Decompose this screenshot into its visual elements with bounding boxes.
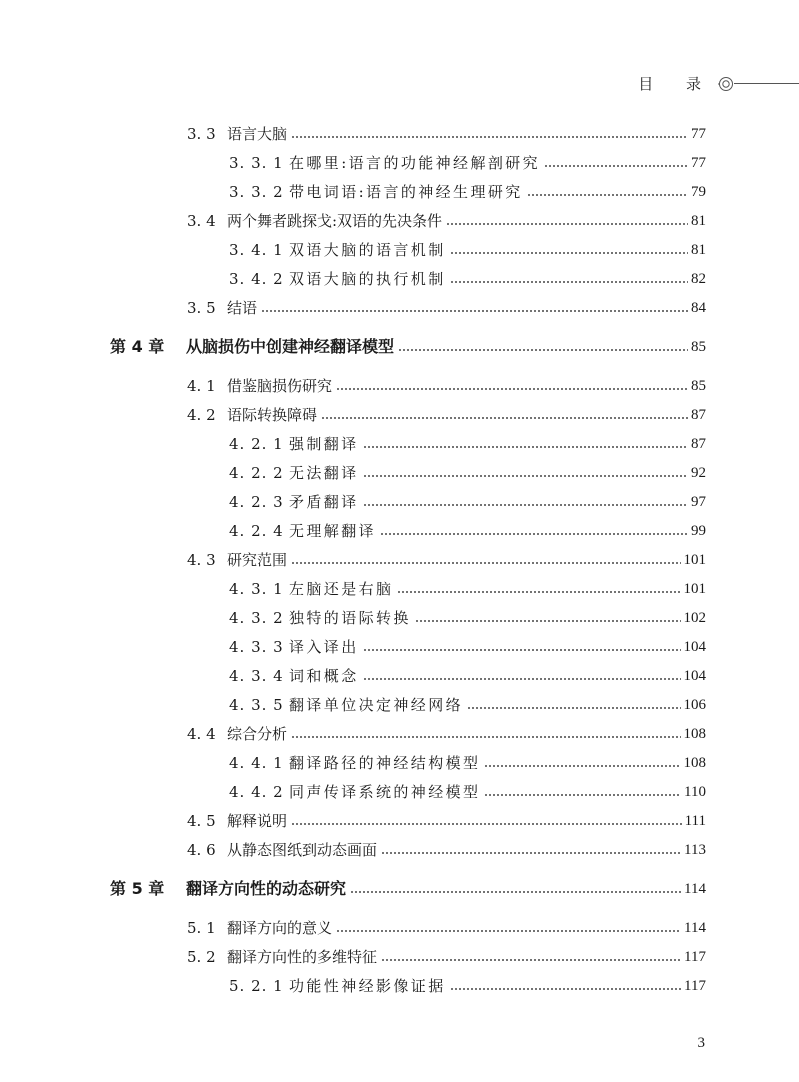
entry-page: 85: [691, 339, 706, 355]
entry-page: 104: [683, 668, 706, 684]
leader-dots: [261, 310, 688, 312]
leader-dots: [450, 988, 681, 990]
entry-page: 97: [691, 494, 706, 510]
leader-dots: [446, 223, 688, 225]
entry-page: 82: [691, 271, 706, 287]
entry-page: 113: [684, 842, 706, 858]
toc-entry[interactable]: [0, 430, 799, 454]
entry-page: 108: [683, 755, 706, 771]
entry-title: 无理解翻译: [289, 522, 377, 540]
leader-dots: [291, 562, 680, 564]
entry-title: 翻译单位决定神经网络: [289, 696, 464, 714]
toc-entry[interactable]: [0, 691, 799, 715]
entry-number: 4. 3. 3: [229, 638, 284, 656]
leader-dots: [380, 533, 688, 535]
leader-dots: [415, 620, 681, 622]
entry-page: 84: [691, 300, 706, 316]
toc-chapter-entry[interactable]: [0, 333, 799, 357]
entry-page: 85: [691, 378, 706, 394]
toc-entry[interactable]: [0, 120, 799, 144]
entry-title: 在哪里:语言的功能神经解剖研究: [289, 154, 541, 172]
entry-number: 3. 4: [187, 212, 216, 230]
toc-entry[interactable]: [0, 836, 799, 860]
entry-number: 3. 3. 2: [229, 183, 284, 201]
entry-number: 4. 2: [187, 406, 216, 424]
entry-title: 无法翻译: [289, 464, 359, 482]
leader-dots: [363, 504, 688, 506]
entry-title: 左脑还是右脑: [289, 580, 394, 598]
toc-entry[interactable]: [0, 604, 799, 628]
entry-title: 语言大脑: [227, 125, 288, 143]
leader-dots: [381, 959, 681, 961]
entry-page: 101: [683, 581, 706, 597]
entry-title: 译入译出: [289, 638, 359, 656]
leader-dots: [336, 388, 688, 390]
running-header: [600, 72, 799, 96]
entry-title: 词和概念: [289, 667, 359, 685]
entry-title: 两个舞者跳探戈:双语的先决条件: [227, 212, 443, 230]
entry-number: 3. 4. 1: [229, 241, 284, 259]
entry-page: 106: [683, 697, 706, 713]
entry-number: 4. 2. 1: [229, 435, 284, 453]
entry-title: 翻译方向的意义: [227, 919, 333, 937]
entry-number: 4. 3. 5: [229, 696, 284, 714]
leader-dots: [467, 707, 680, 709]
entry-number: 5. 1: [187, 919, 216, 937]
leader-dots: [350, 891, 681, 893]
entry-number: 3. 3: [187, 125, 216, 143]
entry-page: 111: [684, 813, 706, 829]
entry-title: 从静态图纸到动态画面: [227, 841, 378, 859]
entry-number: 4. 6: [187, 841, 216, 859]
toc-entry[interactable]: [0, 807, 799, 831]
entry-number: 4. 2. 2: [229, 464, 284, 482]
entry-number: 3. 5: [187, 299, 216, 317]
toc-chapter-entry[interactable]: [0, 875, 799, 899]
leader-dots: [484, 794, 681, 796]
entry-title: 语际转换障碍: [227, 406, 318, 424]
entry-title: 独特的语际转换: [289, 609, 411, 627]
toc-entry[interactable]: [0, 149, 799, 173]
toc-entry[interactable]: [0, 236, 799, 260]
toc-entry[interactable]: [0, 517, 799, 541]
entry-number: 第 5 章: [110, 879, 165, 898]
toc-entry[interactable]: [0, 914, 799, 938]
entry-page: 87: [691, 407, 706, 423]
entry-title: 综合分析: [227, 725, 288, 743]
entry-page: 108: [683, 726, 706, 742]
toc-entry[interactable]: [0, 546, 799, 570]
toc-entry[interactable]: [0, 972, 799, 996]
entry-title: 研究范围: [227, 551, 288, 569]
toc-entry[interactable]: [0, 265, 799, 289]
entry-title: 翻译方向性的多维特征: [227, 948, 378, 966]
leader-dots: [321, 417, 688, 419]
entry-number: 4. 3: [187, 551, 216, 569]
entry-page: 77: [691, 126, 706, 142]
leader-dots: [363, 678, 681, 680]
leader-dots: [291, 736, 680, 738]
entry-page: 117: [684, 949, 706, 965]
entry-page: 114: [684, 881, 706, 897]
toc-entry[interactable]: [0, 207, 799, 231]
entry-title: 带电词语:语言的神经生理研究: [289, 183, 523, 201]
entry-number: 3. 3. 1: [229, 154, 284, 172]
entry-page: 87: [691, 436, 706, 452]
entry-page: 79: [691, 184, 706, 200]
entry-number: 5. 2: [187, 948, 216, 966]
entry-title: 借鉴脑损伤研究: [227, 377, 333, 395]
entry-page: 117: [684, 978, 706, 994]
leader-dots: [450, 252, 688, 254]
entry-page: 99: [691, 523, 706, 539]
leader-dots: [484, 765, 680, 767]
toc-entry[interactable]: [0, 943, 799, 967]
entry-title: 同声传译系统的神经模型: [289, 783, 481, 801]
entry-number: 3. 4. 2: [229, 270, 284, 288]
leader-dots: [291, 136, 688, 138]
leader-dots: [527, 194, 688, 196]
entry-page: 102: [683, 610, 706, 626]
entry-number: 4. 2. 4: [229, 522, 284, 540]
entry-page: 101: [683, 552, 706, 568]
entry-title: 从脑损伤中创建神经翻译模型: [186, 337, 395, 356]
leader-dots: [363, 475, 688, 477]
toc-entry[interactable]: [0, 749, 799, 773]
entry-title: 功能性神经影像证据: [289, 977, 446, 995]
entry-page: 77: [691, 155, 706, 171]
entry-title: 结语: [227, 299, 258, 317]
entry-page: 104: [683, 639, 706, 655]
entry-number: 4. 3. 2: [229, 609, 284, 627]
toc-entry[interactable]: [0, 294, 799, 318]
entry-number: 4. 4: [187, 725, 216, 743]
entry-page: 110: [684, 784, 706, 800]
leader-dots: [363, 649, 681, 651]
entry-number: 4. 2. 3: [229, 493, 284, 511]
entry-number: 4. 4. 2: [229, 783, 284, 801]
entry-title: 强制翻译: [289, 435, 359, 453]
entry-title: 翻译方向性的动态研究: [186, 879, 347, 898]
entry-number: 5. 2. 1: [229, 977, 284, 995]
toc-entry[interactable]: [0, 662, 799, 686]
entry-number: 4. 3. 4: [229, 667, 284, 685]
toc-entry[interactable]: [0, 459, 799, 483]
toc-entry[interactable]: [0, 633, 799, 657]
entry-number: 4. 3. 1: [229, 580, 284, 598]
header-rule: [734, 83, 799, 84]
leader-dots: [291, 823, 682, 825]
leader-dots: [336, 930, 681, 932]
leader-dots: [450, 281, 688, 283]
toc-entry[interactable]: [0, 778, 799, 802]
entry-title: 翻译路径的神经结构模型: [289, 754, 481, 772]
toc-entry[interactable]: [0, 401, 799, 425]
entry-page: 81: [691, 242, 706, 258]
entry-page: 114: [684, 920, 706, 936]
toc-entry[interactable]: [0, 178, 799, 202]
entry-title: 双语大脑的语言机制: [289, 241, 446, 259]
circle-ornament-icon: [718, 76, 734, 92]
entry-title: 矛盾翻译: [289, 493, 359, 511]
page-number: 3: [697, 1035, 705, 1051]
entry-number: 第 4 章: [110, 337, 165, 356]
leader-dots: [398, 349, 688, 351]
toc-entry[interactable]: [0, 720, 799, 744]
entry-page: 92: [691, 465, 706, 481]
entry-page: 81: [691, 213, 706, 229]
entry-number: 4. 4. 1: [229, 754, 284, 772]
leader-dots: [381, 852, 681, 854]
entry-title: 解释说明: [227, 812, 288, 830]
toc-entry[interactable]: [0, 575, 799, 599]
entry-title: 双语大脑的执行机制: [289, 270, 446, 288]
header-title: 目 录: [638, 75, 715, 93]
entry-number: 4. 5: [187, 812, 216, 830]
leader-dots: [397, 591, 680, 593]
toc-entry[interactable]: [0, 372, 799, 396]
leader-dots: [544, 165, 688, 167]
toc-entry[interactable]: [0, 488, 799, 512]
leader-dots: [363, 446, 688, 448]
entry-number: 4. 1: [187, 377, 216, 395]
